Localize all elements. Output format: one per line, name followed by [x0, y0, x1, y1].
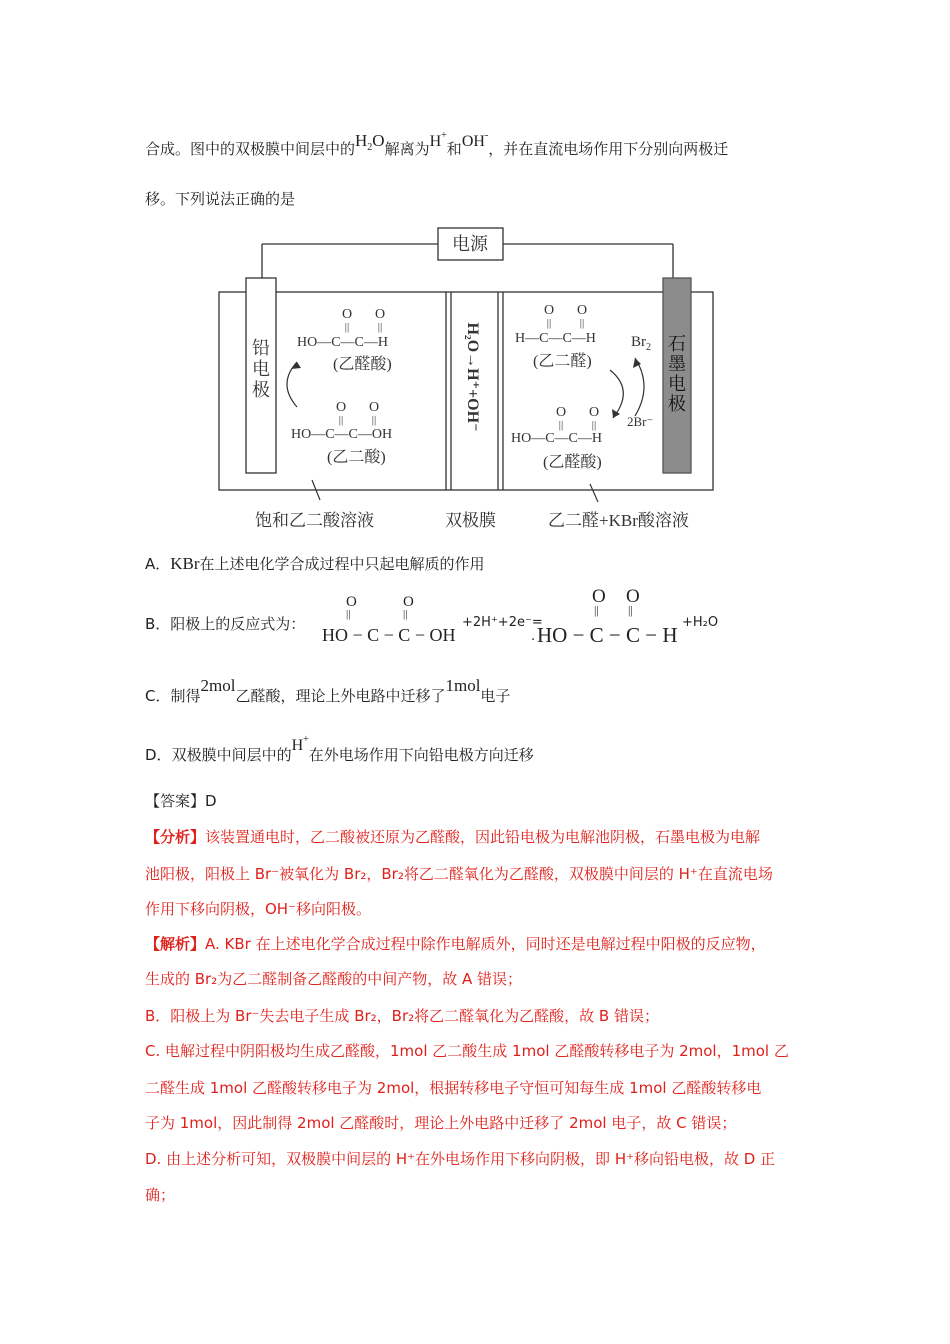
option-b-label: B．阳极上的反应式为：: [145, 615, 306, 633]
power-label: 电源: [452, 234, 488, 254]
svg-text:||: ||: [546, 317, 552, 329]
b-reactant-oxygens: O: [403, 594, 414, 610]
br2-label: $Br_2$: [631, 334, 651, 353]
svg-text:O: O: [555, 405, 567, 420]
label-glyoxal-kbr: 乙二醛+KBr酸溶液: [548, 511, 689, 530]
intro-text: ，并在直流电场作用下分别向两极迁: [488, 140, 729, 158]
solution-line-4: C. 电解过程中阴阳极均生成乙醛酸，1mol 乙二酸生成 1mol 乙醛酸转移电子为 2mol，1mol 乙: [145, 1042, 789, 1060]
svg-text:HO—C—C—OH: HO—C—C—OH: [291, 427, 393, 442]
svg-text:O: O: [543, 303, 555, 318]
b-product-bond: ||: [594, 603, 599, 617]
membrane-equation: H₂O→H⁺+OH⁻: [464, 322, 481, 432]
svg-text:H—C—C—H: H—C—C—H: [515, 331, 596, 346]
svg-text:O: O: [341, 307, 353, 322]
lead-electrode-char: 铅: [252, 338, 270, 358]
oh-minus: OH-: [461, 130, 489, 150]
svg-text:||: ||: [338, 414, 344, 426]
svg-text:||: ||: [558, 419, 564, 431]
b-product-oxygens: O: [626, 586, 640, 607]
analysis-line-2: 池阳极，阳极上 Br⁻被氧化为 Br₂，Br₂将乙二醛氧化为乙醛酸，双极膜中间层的 H⁺在直流电场: [145, 865, 773, 883]
br2-arrow: [635, 358, 644, 416]
svg-text:||: ||: [371, 414, 377, 426]
svg-text:O: O: [576, 303, 588, 318]
left-top-molecule: [297, 307, 392, 373]
option-d: D．双极膜中间层中的H+在外电场作用下向铅电极方向迁移: [145, 734, 534, 764]
svg-text:||: ||: [377, 321, 383, 333]
svg-text:O: O: [374, 307, 386, 322]
intro-text: 解离为: [384, 140, 430, 158]
svg-text:||: ||: [591, 419, 597, 431]
b-product-formula: HO − C − C − H: [537, 623, 678, 647]
intro-line-1: [145, 130, 729, 163]
oxidation-arrow: [610, 370, 623, 418]
h-plus: H+: [429, 130, 447, 150]
solution-line-3: B．阳极上为 Br⁻失去电子生成 Br₂，Br₂将乙二醛氧化为乙醛酸，故 B 错误；: [145, 1007, 659, 1025]
svg-text:(乙醛酸): (乙醛酸): [543, 454, 602, 471]
svg-text:O: O: [588, 405, 600, 420]
b-reactant-bond: ||: [346, 608, 351, 620]
solution-line-5: 二醛生成 1mol 乙醛酸转移电子为 2mol，根据转移电子守恒可知每生成 1mol 乙醛酸转移电: [145, 1079, 762, 1097]
analysis-line-1: 【分析】该装置通电时，乙二酸被还原为乙醛酸，因此铅电极为电解池阴极，石墨电极为电解: [145, 828, 761, 846]
solution-line-7: D. 由上述分析可知，双极膜中间层的 H⁺在外电场作用下移向阴极，即 H⁺移向铅电极，故 D 正: [145, 1150, 776, 1168]
svg-text:HO—C—C—H: HO—C—C—H: [511, 431, 603, 446]
b-product-bond: ||: [628, 603, 633, 617]
graphite-electrode-char: 极: [668, 394, 686, 414]
lead-electrode-char: 极: [252, 380, 270, 400]
solution-line-6: 子为 1mol，因此制得 2mol 乙醛酸时，理论上外电路中迁移了 2mol 电子，故 C 错误；: [145, 1114, 737, 1132]
electrolysis-diagram: [215, 222, 720, 542]
solution-line-1: 【解析】A. KBr 在上述电化学合成过程中除作电解质外，同时还是电解过程中阳极的反应物，: [145, 935, 766, 953]
svg-text:HO—C—C—H: HO—C—C—H: [297, 335, 389, 350]
left-bottom-molecule: [291, 400, 392, 466]
answer-line: 【答案】D: [145, 792, 217, 810]
solution-line-2: 生成的 Br₂为乙二醛制备乙醛酸的中间产物，故 A 错误；: [145, 970, 523, 988]
intro-text: 和: [446, 140, 462, 158]
graphite-electrode-char: 电: [668, 374, 686, 394]
lead-electrode-char: 电: [252, 359, 270, 379]
svg-text:||: ||: [344, 321, 350, 333]
svg-text:(乙二醛): (乙二醛): [533, 353, 592, 370]
b-mid-terms: +2H⁺+2e⁻=: [462, 615, 543, 630]
option-c: C．制得2mol乙醛酸，理论上外电路中迁移了1mol电子: [145, 676, 511, 705]
br-minus-label: 2Br⁻: [627, 414, 654, 429]
h2o-formula: $H_2O$: [355, 131, 385, 153]
option-a: A．KBr在上述电化学合成过程中只起电解质的作用: [145, 554, 485, 573]
solution-line-8: 确；: [145, 1186, 176, 1204]
svg-text:(乙醛酸): (乙醛酸): [333, 356, 392, 373]
svg-text:O: O: [368, 400, 380, 415]
analysis-line-3: 作用下移向阴极，OH⁻移向阳极。: [145, 900, 372, 918]
b-product-oxygens: O: [592, 586, 606, 607]
label-saturated-oxalic: 饱和乙二酸溶液: [255, 511, 374, 530]
graphite-electrode-char: 石: [668, 334, 686, 354]
b-end-term: +H₂O: [682, 615, 719, 630]
b-reactant-bond: ||: [403, 608, 408, 620]
svg-text:O: O: [335, 400, 347, 415]
b-reactant-formula: HO − C − C − OH: [322, 625, 456, 645]
b-dot: ·: [531, 633, 536, 648]
svg-text:(乙二酸): (乙二酸): [327, 449, 386, 466]
intro-text: 合成。图中的双极膜中间层中的: [145, 140, 356, 158]
right-top-molecule: [515, 303, 596, 370]
intro-line-2: 移。下列说法正确的是: [145, 190, 296, 208]
graphite-electrode-char: 墨: [668, 354, 686, 374]
svg-text:||: ||: [579, 317, 585, 329]
label-bipolar-membrane: 双极膜: [445, 511, 496, 530]
b-reactant-oxygens: O: [346, 594, 357, 610]
right-bottom-molecule: [511, 405, 602, 471]
